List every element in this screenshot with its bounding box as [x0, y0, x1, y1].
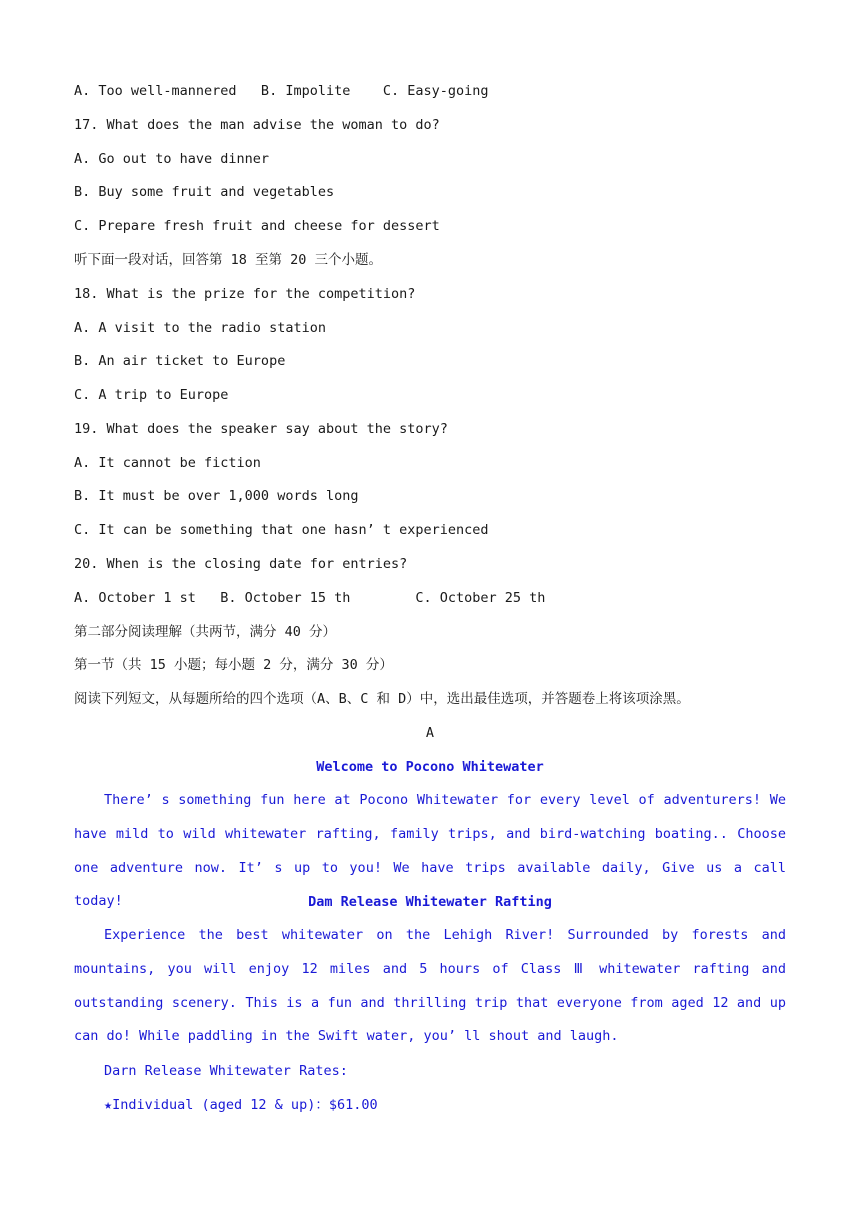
question-17: 17. What does the man advise the woman to do? — [74, 117, 440, 133]
question-18: 18. What is the prize for the competition? — [74, 286, 416, 302]
passage-title: Welcome to Pocono Whitewater — [316, 759, 544, 775]
q19-option-a: A. It cannot be fiction — [74, 455, 261, 471]
intro-paragraph: There’ s something fun here at Pocono Whitewater for every level of adventurers! We have mild to wild whitewater rafting, family trips, and bird-watching boating.. Choose one adventure now. It’ s up to you! We have trips available daily, Give us a call today! — [74, 792, 786, 910]
reading-instruction: 阅读下列短文，从每题所给的四个选项（A、B、C 和 D）中，选出最佳选项，并答题卷上将该项涂黑。 — [74, 691, 690, 707]
rates-title: Darn Release Whitewater Rates: — [104, 1063, 348, 1079]
q20-options: A. October 1 st B. October 15 th C. October 25 th — [74, 590, 546, 606]
q18-option-c: C. A trip to Europe — [74, 387, 229, 403]
passage-label: A — [425, 725, 435, 741]
rafting-paragraph: Experience the best whitewater on the Lehigh River! Surrounded by forests and mountains, you will enjoy 12 miles and 5 hours of Class Ⅲ whitewater rafting and outstanding scenery. This is a fun and thrilling trip that everyone from aged 12 and up can do! While paddling in the Swift water, you’ ll shout and laugh. — [74, 927, 786, 1045]
question-20: 20. When is the closing date for entries? — [74, 556, 408, 572]
q16-options: A. Too well-mannered B. Impolite C. Easy-going — [74, 83, 489, 99]
section1-title: 第一节（共 15 小题；每小题 2 分，满分 30 分） — [74, 657, 393, 673]
section-subtitle: Dam Release Whitewater Rafting — [308, 894, 552, 910]
q19-option-c: C. It can be something that one hasn’ t experienced — [74, 522, 489, 538]
part2-title: 第二部分阅读理解（共两节，满分 40 分） — [74, 624, 337, 640]
q18-option-b: B. An air ticket to Europe — [74, 353, 286, 369]
question-19: 19. What does the speaker say about the story? — [74, 421, 448, 437]
q17-option-a: A. Go out to have dinner — [74, 151, 270, 167]
q17-option-c: C. Prepare fresh fruit and cheese for dessert — [74, 218, 440, 234]
q18-option-a: A. A visit to the radio station — [74, 320, 326, 336]
q19-option-b: B. It must be over 1,000 words long — [74, 488, 359, 504]
dialog-instruction: 听下面一段对话，回答第 18 至第 20 三个小题。 — [74, 252, 383, 268]
rate-individual: ★Individual (aged 12 & up)：$61.00 — [104, 1097, 378, 1113]
q17-option-b: B. Buy some fruit and vegetables — [74, 184, 335, 200]
